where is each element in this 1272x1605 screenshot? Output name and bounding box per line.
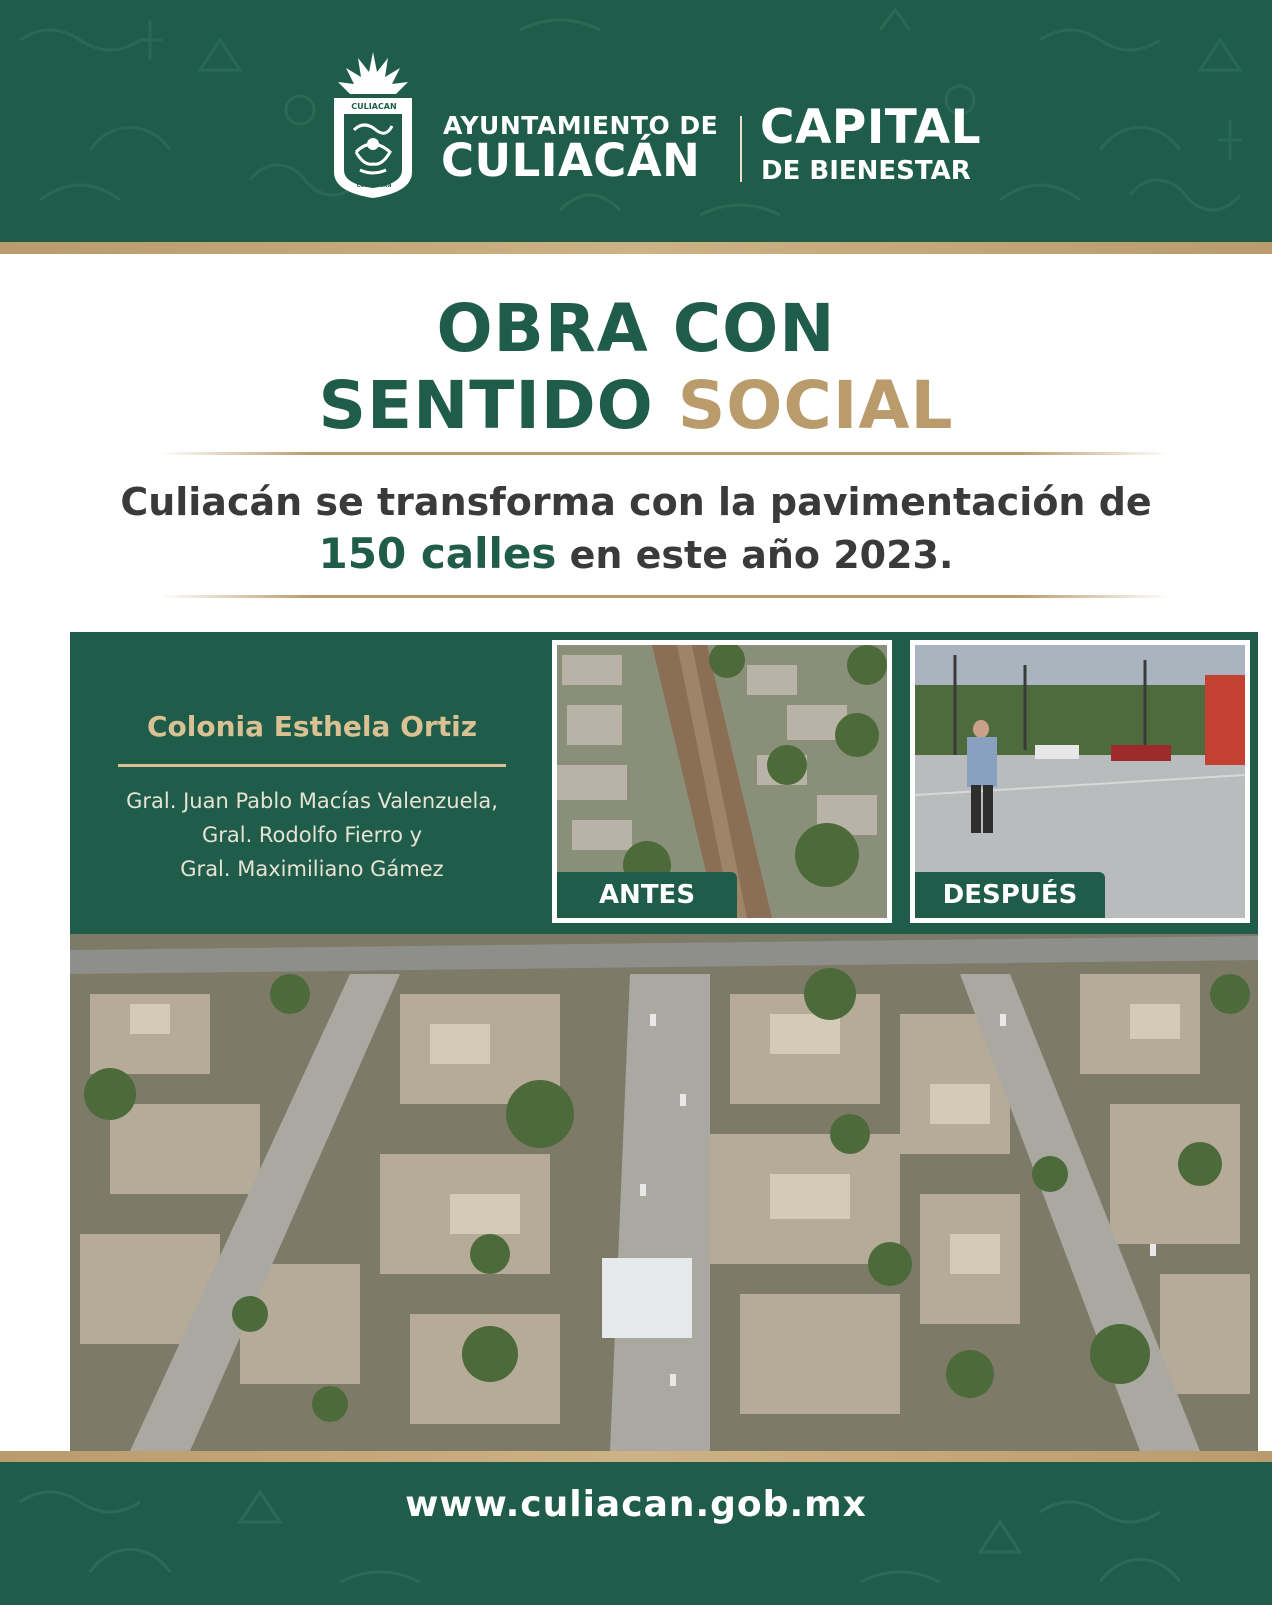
streets-list — [110, 784, 514, 886]
street-2: Gral. Rodolfo Fierro y — [201, 823, 423, 847]
page-title-line1: OBRA CON — [436, 290, 836, 367]
subtitle-line2 — [0, 528, 1272, 581]
subtitle-rest: en este año 2023. — [569, 533, 954, 577]
org-name-line2: CULIACÁN — [441, 134, 701, 187]
aerial-photo — [70, 934, 1258, 1451]
slogan-line1: CAPITAL — [760, 100, 982, 155]
street-3: Gral. Maximiliano Gámez — [180, 857, 444, 881]
website-link[interactable]: www.culiacan.gob.mx — [405, 1484, 867, 1525]
title-accent: SOCIAL — [677, 367, 954, 444]
colonia-rule — [118, 764, 506, 767]
street-1: Gral. Juan Pablo Macías Valenzuela, — [126, 789, 498, 813]
crest-label-bottom: COLHUACAN — [356, 183, 392, 189]
title-rule-top — [160, 452, 1170, 455]
title-part: SENTIDO — [318, 367, 654, 444]
crest-label-top: CULIACAN — [351, 102, 397, 111]
title-rule-bottom — [160, 595, 1170, 598]
after-photo — [910, 640, 1250, 923]
culiacan-crest-icon — [330, 52, 416, 200]
slogan-line2: DE BIENESTAR — [761, 156, 971, 186]
colonia-name: Colonia Esthela Ortiz — [146, 710, 478, 743]
before-photo — [552, 640, 892, 923]
subtitle-line1: Culiacán se transforma con la pavimentación de — [120, 480, 1152, 524]
org-name-line1: AYUNTAMIENTO DE — [443, 111, 719, 140]
brand-divider — [740, 116, 742, 182]
header-gold-strip — [0, 242, 1272, 254]
subtitle-accent: 150 calles — [318, 529, 557, 578]
page-title-line2 — [0, 367, 1272, 445]
before-label: ANTES — [557, 872, 737, 918]
after-label: DESPUÉS — [915, 872, 1105, 918]
